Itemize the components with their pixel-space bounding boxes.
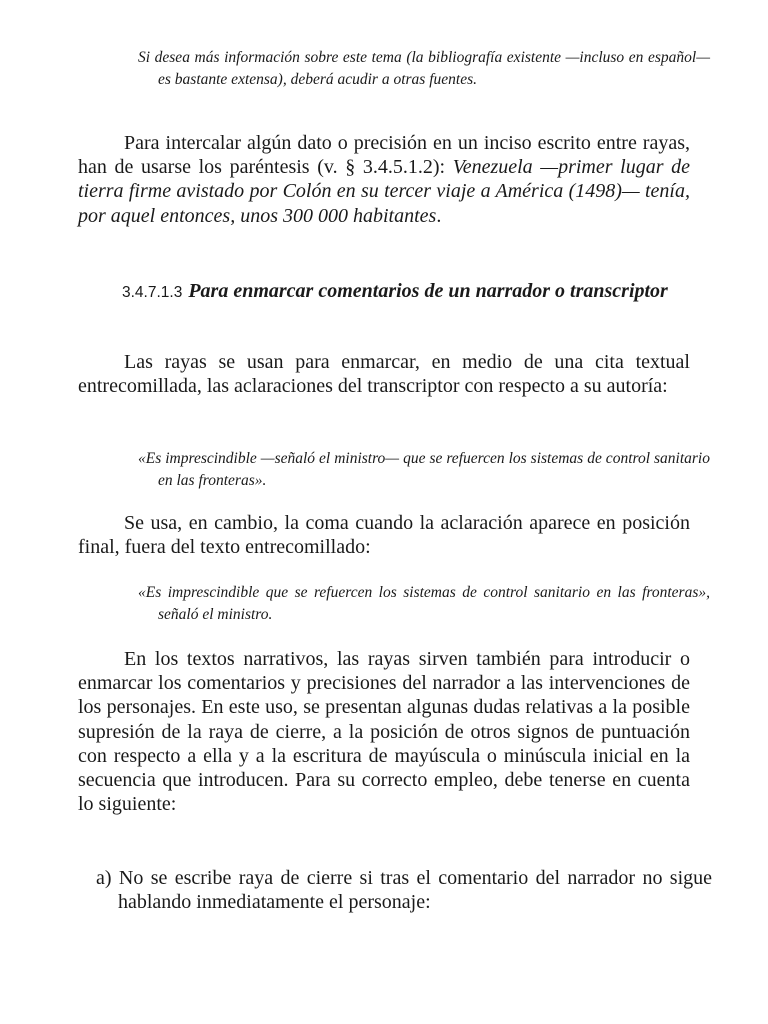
section-title: Para enmarcar comentarios de un narrador o transcriptor [188, 280, 668, 302]
list-item-a [96, 866, 712, 914]
quote-example-2: «Es imprescindible que se refuercen los sistemas de control sanitario en las fronteras», señaló el ministro. [138, 584, 710, 623]
paragraph-parentheses [78, 131, 690, 228]
paragraph-end: . [436, 204, 442, 227]
list-item-text: No se escribe raya de cierre si tras el comentario del narrador no sigue hablando inmediatamente el personaje: [118, 867, 713, 914]
section-heading [122, 279, 736, 305]
quote-example-1: «Es imprescindible —señaló el ministro— que se refuercen los sistemas de control sanitario en las fronteras». [138, 450, 710, 489]
paragraph-narrative: En los textos narrativos, las rayas sirven también para introducir o enmarcar los comentarios y precisiones del narrador a las intervenciones de los personajes. En este uso, se presentan algunas dudas relativas a la posible supresión de la raya de cierre, a la posición de otros signos de puntuación con respecto a ella y a la escritura de mayúscula o minúscula inicial en la secuencia que introducen. Para su correcto empleo, debe tenerse en cuenta lo siguiente: [78, 648, 690, 816]
section-number: 3.4.7.1.3 [122, 284, 183, 301]
paragraph-comma: Se usa, en cambio, la coma cuando la aclaración aparece en posición final, fuera del texto entrecomillado: [78, 512, 690, 559]
paragraph-transcriptor: Las rayas se usan para enmarcar, en medio de una cita textual entrecomillada, las aclaraciones del transcriptor con respecto a su autoría: [78, 351, 690, 398]
list-marker: a) [96, 867, 112, 889]
paragraph-text: Para intercalar algún dato o precisión en un inciso escrito entre rayas, han de usarse los paréntesis (v. § 3.4.5.1.2): [78, 132, 690, 179]
info-note: Si desea más información sobre este tema (la bibliografía existente —incluso en español— es bastante extensa), deberá acudir a otras fuentes. [138, 49, 710, 88]
example-venezuela: Venezuela —primer lugar de tierra firme avistado por Colón en su tercer viaje a América (1498)— tenía, por aquel entonces, unos 300 000 habitantes [78, 156, 690, 227]
